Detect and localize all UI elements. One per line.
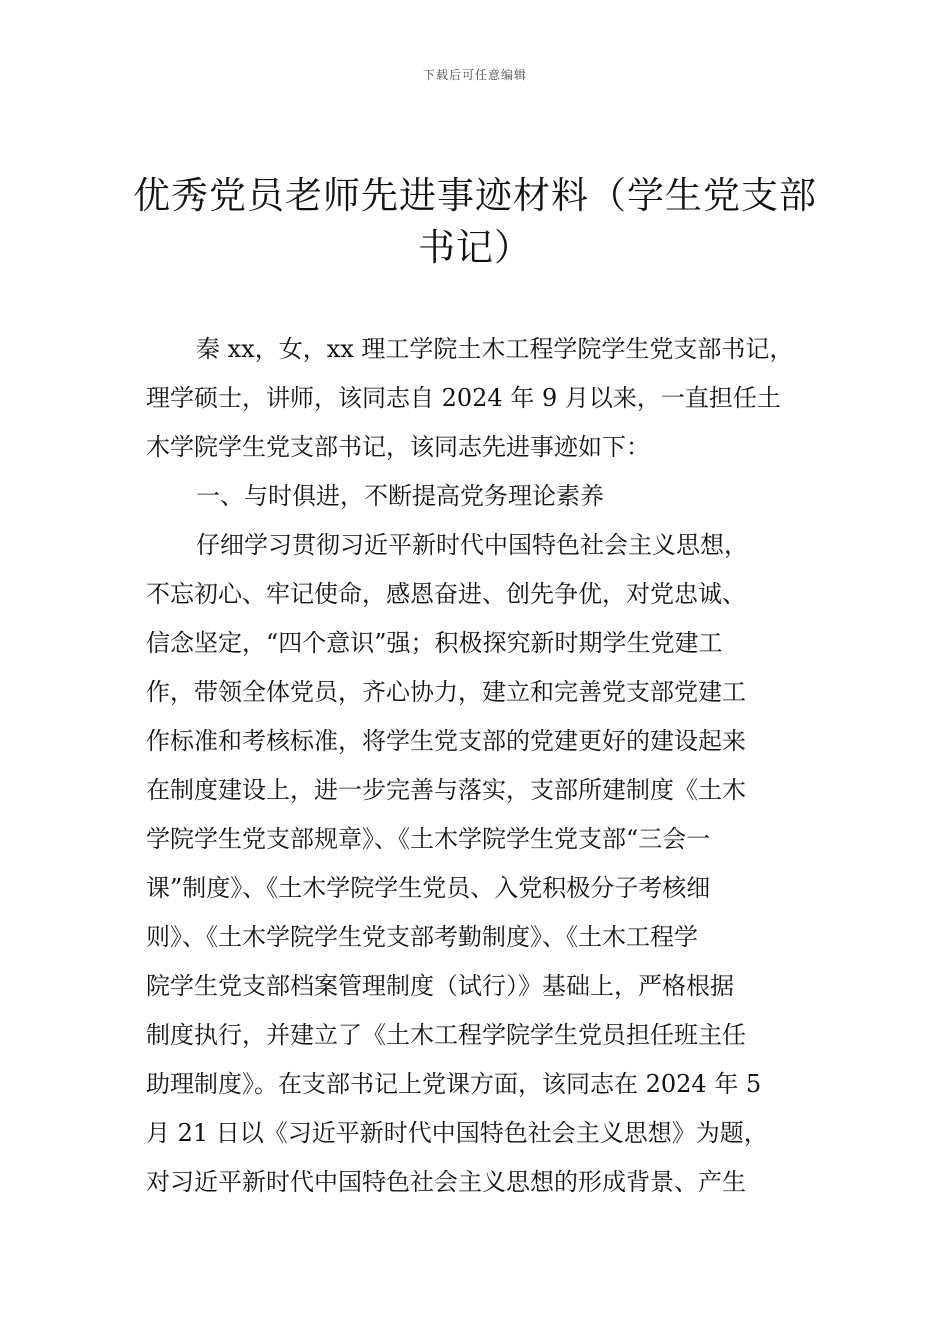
- body-line: 制度执行，并建立了《土木工程学院学生党员担任班主任: [146, 1021, 746, 1049]
- body-line: 信念坚定，“四个意识”强；积极探究新时期学生党建工: [146, 629, 723, 657]
- body-line: 学院学生党支部规章》、《土木学院学生党支部“三会一: [146, 825, 711, 853]
- body-line: 秦 xx，女，xx 理工学院土木工程学院学生党支部书记，: [196, 335, 794, 363]
- body-line: 月 21 日以《习近平新时代中国特色社会主义思想》为题，: [146, 1119, 768, 1147]
- title-line-1: 优秀党员老师先进事迹材料（学生党支部: [133, 174, 817, 217]
- body-line: 对习近平新时代中国特色社会主义思想的形成背景、产生: [146, 1168, 746, 1196]
- body-line: 助理制度》。在支部书记上党课方面，该同志在 2024 年 5: [146, 1070, 762, 1098]
- body-line: 在制度建设上，进一步完善与落实，支部所建制度《土木: [146, 776, 746, 804]
- section-heading: 一、与时俱进，不断提高党务理论素养: [196, 482, 604, 510]
- body-line: 课”制度》、《土木学院学生党员、入党积极分子考核细: [146, 874, 711, 902]
- body-line: 不忘初心、牢记使命，感恩奋进、创先争优，对党忠诚、: [146, 580, 746, 608]
- body-line: 理学硕士，讲师，该同志自 2024 年 9 月以来，一直担任土: [146, 384, 781, 412]
- body-line: 作，带领全体党员，齐心协力，建立和完善党支部党建工: [146, 678, 746, 706]
- body-line: 作标准和考核标准，将学生党支部的党建更好的建设起来: [146, 727, 746, 755]
- body-line: 则》、《土木学院学生党支部考勤制度》、《土木工程学: [146, 923, 698, 951]
- body-line: 院学生党支部档案管理制度（试行）》基础上，严格根据: [146, 972, 734, 1000]
- body-line: 木学院学生党支部书记，该同志先进事迹如下：: [146, 433, 650, 461]
- body-line: 仔细学习贯彻习近平新时代中国特色社会主义思想，: [196, 531, 748, 559]
- page-header-note: 下载后可任意编辑: [422, 68, 527, 82]
- title-line-2: 书记）: [418, 226, 532, 269]
- document-title: [120, 170, 830, 274]
